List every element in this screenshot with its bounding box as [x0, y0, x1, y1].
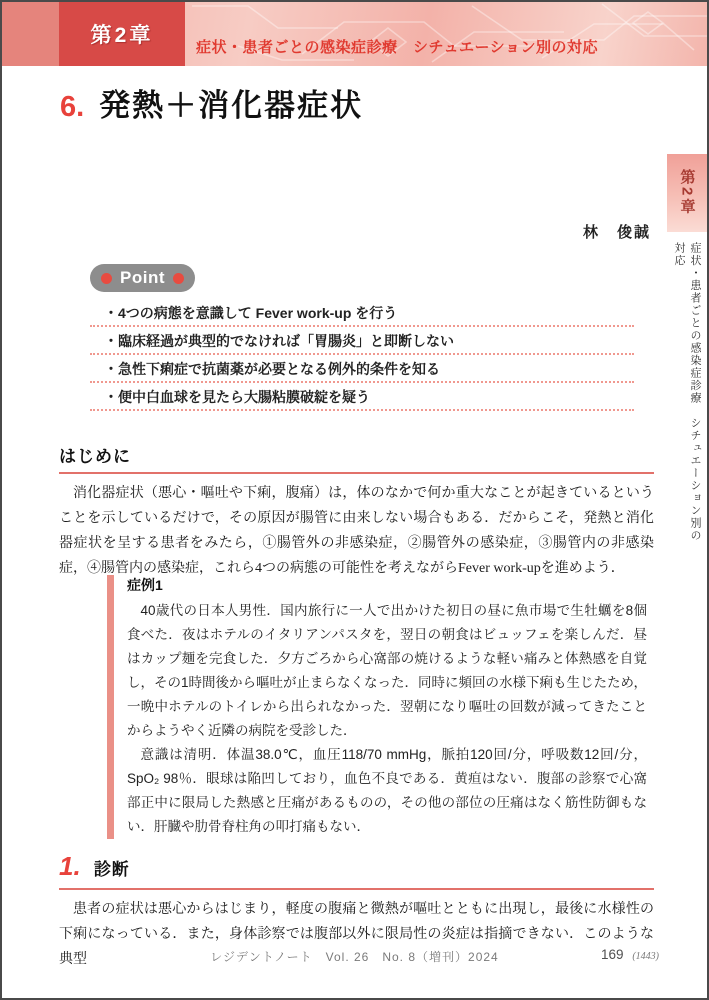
diagnosis-heading-row [59, 851, 654, 890]
diagnosis-section-title: 診断 [93, 860, 130, 879]
page-number: 169 [601, 947, 624, 962]
section-heading: はじめに [59, 442, 654, 474]
diagnosis-section-number: 1. [59, 851, 81, 881]
case-1-box [107, 575, 647, 839]
point-item: ・臨床経過が典型的でなければ「胃腸炎」と即断しない [90, 327, 634, 355]
article-title: 発熱＋消化器症状 [99, 88, 364, 123]
sidebar-chapter-subtitle: 症状・患者ごとの感染症診療 シチュエーション別の対応 [673, 242, 701, 542]
point-item: ・4つの病態を意識して Fever work-up を行う [90, 299, 634, 327]
chapter-subtitle: 症状・患者ごとの感染症診療 シチュエーション別の対応 [196, 39, 598, 56]
point-list [90, 299, 634, 411]
section-introduction [59, 442, 654, 581]
point-dot-icon [173, 273, 184, 284]
point-label: Point [120, 268, 165, 287]
point-badge [90, 264, 195, 292]
article-number: 6. [60, 91, 85, 123]
sidebar-chapter-tab: 第2章 [667, 154, 707, 232]
section-paragraph: 患者の症状は悪心からはじまり，軽度の腹痛と微熱が嘔吐とともに出現し，最後に水様性の下痢になっている．また，身体診察では腹部以外に限局性の炎症は指摘できない．このような典型 [59, 902, 654, 967]
point-item: ・急性下痢症で抗菌薬が必要となる例外的条件を知る [90, 355, 634, 383]
footer-journal-info: レジデントノート Vol. 26 No. 8（増刊）2024 [210, 950, 499, 964]
chapter-header-band [2, 2, 707, 66]
point-dot-icon [101, 273, 112, 284]
header-salmon-block [2, 2, 59, 66]
case-heading: 症例1 [127, 577, 163, 593]
point-item: ・便中白血球を見たら大腸粘膜破綻を疑う [90, 383, 634, 411]
case-paragraph: 意識は清明．体温38.0℃，血圧118/70 mmHg，脈拍120回/分，呼吸数12回/分，SpO₂ 98％．眼球は陥凹しており，血色不良である．黄疸はない．腹部の診察で心窩部正中に限局した熱感と圧痛があるものの，その他の部位の圧痛はなく筋性防御もない．肝臓や肋骨脊柱角の叩打痛もない． [127, 747, 647, 834]
footer-page-number [601, 947, 659, 962]
section-paragraph: 消化器症状（悪心・嘔吐や下痢，腹痛）は，体のなかで何か重大なことが起きているということを示しているだけで，その原因が腸管に由来しない場合もある．だからこそ，発熱と消化器症状を呈する患者をみたら，①腸管外の非感染症，②腸管外の感染症，③腸管内の非感染症，④腸管内の感染症，これら4つの病態の可能性を考えながらFever work-upを進めよう． [59, 486, 654, 576]
author-name: 林 俊誠 [582, 224, 651, 241]
point-box [90, 264, 634, 411]
case-paragraph: 40歳代の日本人男性．国内旅行に一人で出かけた初日の昼に魚市場で生牡蠣を8個食べた．夜はホテルのイタリアンパスタを，翌日の朝食はビュッフェを楽しんだ．昼はカップ麺を完食した．夕方ごろから心窩部の焼けるような軽い痛みと体熱感を自覚し，その1時間後から嘔吐が止まらなくなった．同時に頻回の水様下痢も生じたため，一晩中ホテルのトイレから出られなかった．翌朝になり嘔吐の回数が減ってきたことからようやく近隣の病院を受診した． [127, 603, 647, 738]
chapter-number-box: 第2章 [59, 2, 185, 66]
page-number-secondary: (1443) [632, 951, 659, 962]
article-title-row [60, 80, 363, 125]
